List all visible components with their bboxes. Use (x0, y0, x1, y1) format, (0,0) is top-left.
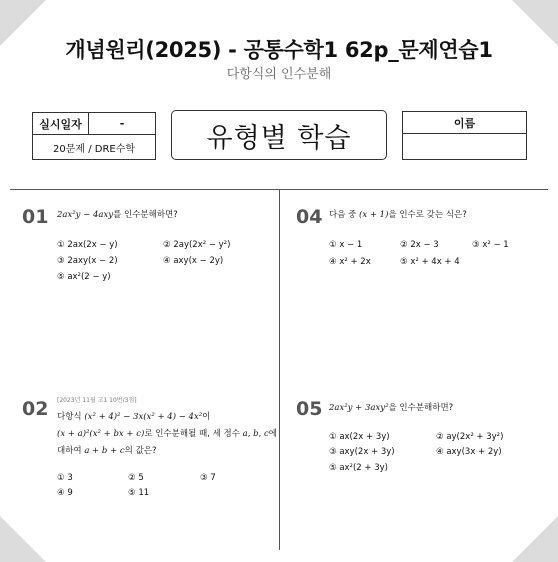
question-math: 2ax²y + 3axy² (329, 403, 389, 413)
question-source: [2023년 11월 고1 10번/3점] (57, 397, 137, 404)
question-line (57, 443, 157, 459)
question-line (57, 426, 277, 442)
date-value: - (119, 117, 125, 130)
worksheet-title: 개념원리(2025) - 공통수학1 62p_문제연습1 (65, 38, 493, 62)
question-text: 로 인수분해될 때, 세 정수 (144, 429, 243, 439)
divider-vertical (279, 189, 280, 550)
question-text: 대하여 (57, 446, 85, 456)
question-math: 2ax²y − 4axy (57, 210, 114, 220)
question-text: 이 (202, 412, 211, 422)
question-number: 05 (296, 398, 323, 420)
question-math: (x + 1) (359, 210, 389, 220)
choice[interactable]: ① ax(2x + 3y) (329, 432, 390, 442)
choice[interactable]: ② 2ay(2x² − y²) (163, 240, 231, 250)
choice[interactable]: ⑤ 11 (128, 488, 150, 498)
question-text: 를 인수분해하면? (113, 210, 178, 220)
choice[interactable]: ④ axy(3x + 2y) (436, 447, 502, 457)
date-label: 실시일자 (33, 113, 89, 134)
question-stem (57, 207, 178, 223)
choice[interactable]: ④ 9 (57, 488, 73, 498)
choice[interactable]: ④ axy(x − 2y) (163, 256, 224, 266)
choice[interactable]: ① x − 1 (329, 240, 363, 250)
question-stem (329, 207, 467, 223)
question-text: 에 (268, 429, 277, 439)
question-number: 04 (296, 206, 323, 228)
name-box (402, 111, 527, 160)
question-number: 01 (22, 206, 49, 228)
choice[interactable]: ③ x² − 1 (472, 240, 509, 250)
choice[interactable]: ⑤ ax²(2 − y) (57, 272, 111, 282)
problem-count: 20문제 / DRE수학 (52, 144, 136, 155)
question-line (57, 409, 210, 425)
choice[interactable]: ③ axy(2x + 3y) (329, 447, 395, 457)
question-math: (x + a)²(x² + bx + c) (57, 429, 145, 439)
choice[interactable]: ② ay(2x² + 3y²) (436, 432, 504, 442)
corner-decoration (0, 516, 46, 562)
question-text: 을 인수분해하면? (388, 403, 454, 413)
choice[interactable]: ① 3 (57, 473, 73, 483)
question-stem (329, 400, 453, 416)
question-text: 을 인수로 갖는 식은? (388, 210, 467, 220)
question-math: a + b + c (84, 446, 125, 456)
choice[interactable]: ⑤ x² + 4x + 4 (400, 257, 460, 267)
choice[interactable]: ③ 7 (200, 473, 216, 483)
question-text: 의 값은? (124, 446, 157, 456)
question-number: 02 (22, 398, 49, 420)
name-field[interactable] (403, 134, 526, 159)
choice[interactable]: ④ x² + 2x (329, 257, 371, 267)
question-text: 다항식 (57, 412, 85, 422)
choice[interactable]: ② 5 (128, 473, 144, 483)
question-text: 다음 중 (329, 210, 360, 220)
name-label: 이름 (403, 112, 526, 134)
choice[interactable]: ③ 2axy(x − 2) (57, 256, 118, 266)
info-box (32, 112, 156, 160)
question-math: (x² + 4)² − 3x(x² + 4) − 4x² (84, 412, 203, 422)
choice[interactable]: ⑤ ax²(2 + 3y) (329, 463, 388, 473)
corner-decoration (512, 516, 558, 562)
worksheet-subtitle: 다항식의 인수분해 (226, 67, 332, 82)
choice[interactable]: ② 2x − 3 (400, 240, 439, 250)
choice[interactable]: ① 2ax(2x − y) (57, 240, 118, 250)
main-label-box: 유형별 학습 (171, 110, 387, 160)
question-math: a, b, c (242, 429, 269, 439)
